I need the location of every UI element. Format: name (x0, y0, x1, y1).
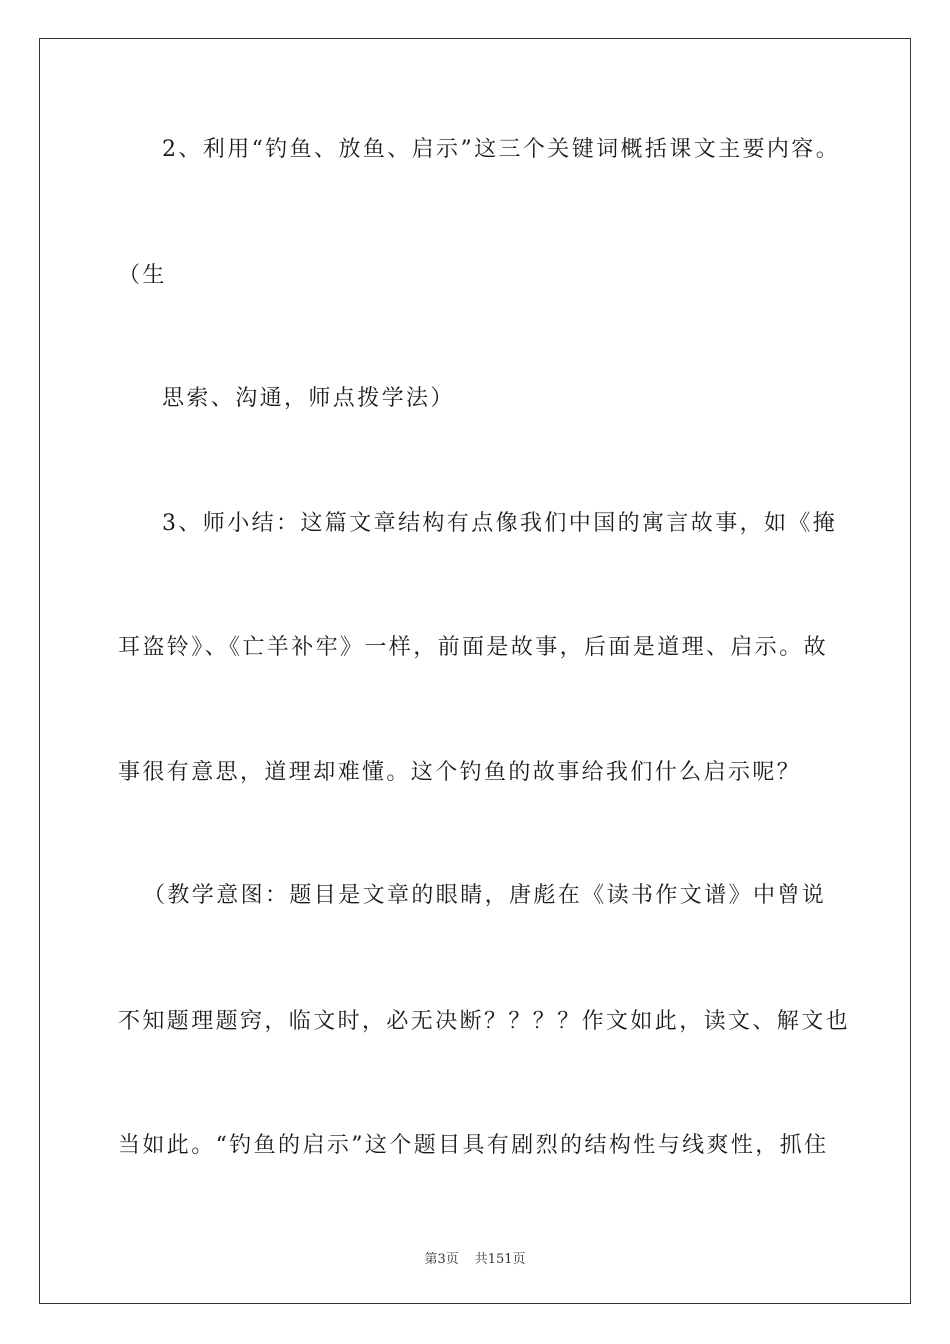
body-text-line: （生 (118, 263, 167, 288)
page-border (39, 38, 911, 1304)
body-text-line: 当如此。“钓鱼的启示”这个题目具有剧烈的结构性与线爽性，抓住 (118, 1133, 829, 1158)
body-text-line: 不知题理题窍，临文时，必无决断？？？？作文如此，读文、解文也 (118, 1009, 851, 1034)
body-text-line: 事很有意思，道理却难懂。这个钓鱼的故事给我们什么启示呢？ (118, 760, 802, 785)
body-text-line: 思索、沟通，师点拨学法） (162, 386, 455, 411)
body-text-line: 2、利用“钓鱼、放鱼、启示”这三个关键词概括课文主要内容。 (162, 137, 841, 162)
page-footer (0, 1248, 950, 1267)
body-text-line: 3、师小结：这篇文章结构有点像我们中国的寓言故事，如《掩 (162, 511, 838, 536)
body-text-line: （教学意图：题目是文章的眼睛，唐彪在《读书作文谱》中曾说 (143, 883, 827, 908)
page-number: 第3页 (424, 1252, 459, 1267)
page-total: 共151页 (474, 1252, 526, 1267)
body-text-line: 耳盗铃》、《亡羊补牢》一样，前面是故事，后面是道理、启示。故 (118, 635, 829, 660)
